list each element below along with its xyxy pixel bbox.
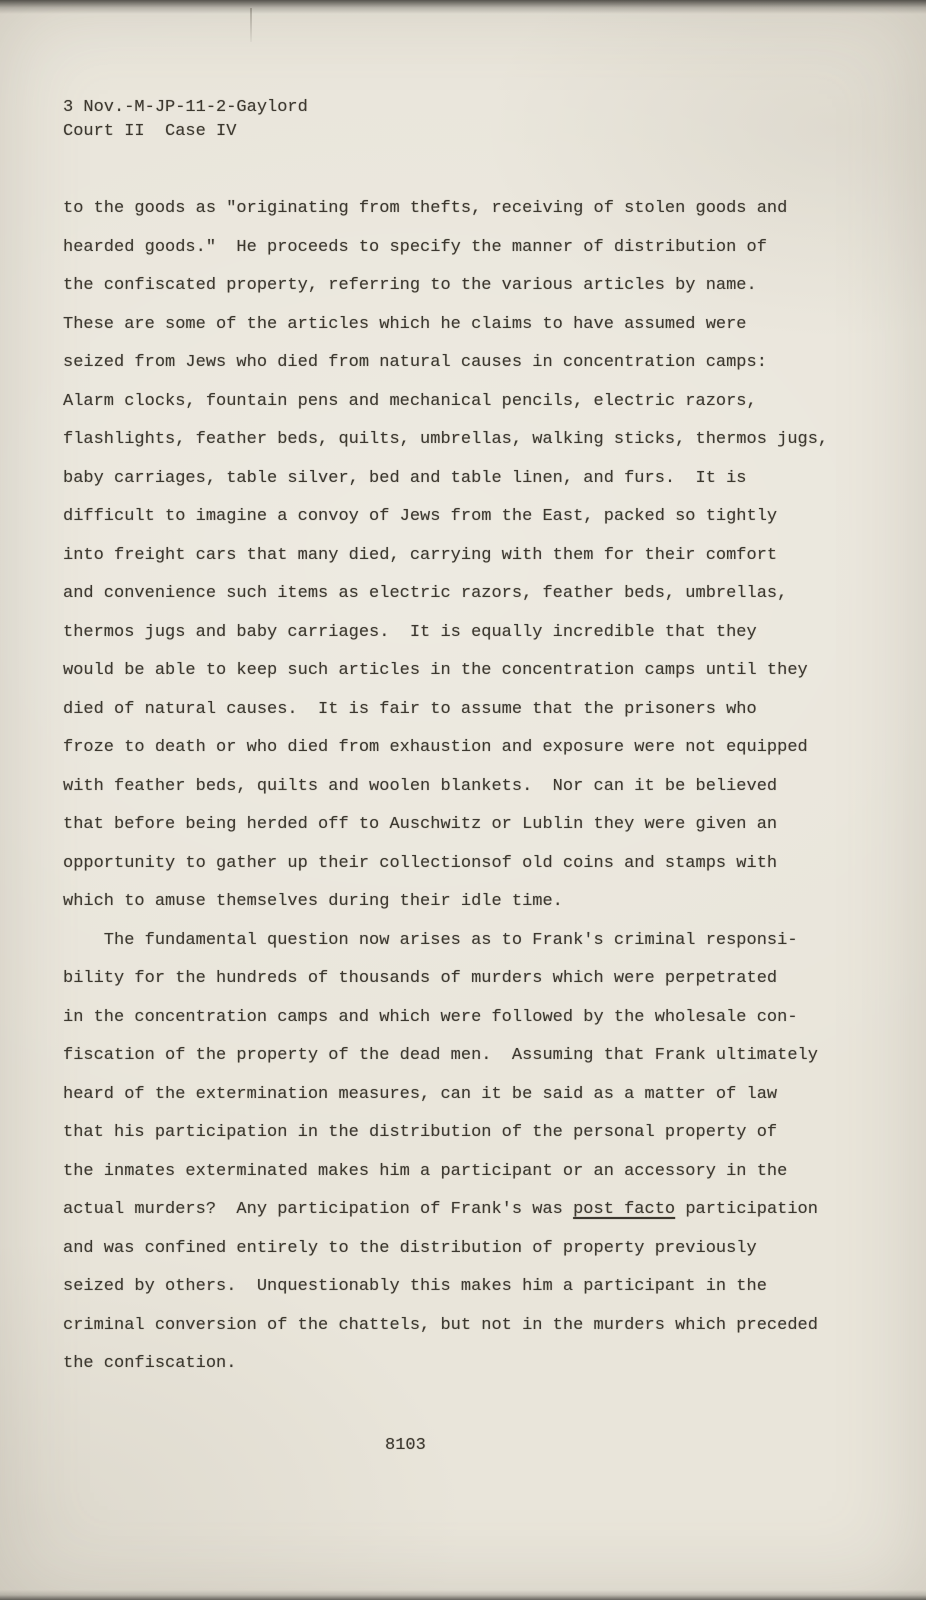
text-line: that before being herded off to Auschwitz or Lublin they were given an	[63, 815, 778, 834]
text-line: thermos jugs and baby carriages. It is equally incredible that they	[63, 622, 757, 642]
text-line: opportunity to gather up their collectionsof old coins and stamps with	[63, 853, 778, 873]
text-line: seized from Jews who died from natural causes in concentration camps:	[63, 353, 767, 372]
text-line: the inmates exterminated makes him a participant or an accessory in the	[63, 1161, 788, 1181]
text-line: to the goods as "originating from thefts, receiving of stolen goods and	[63, 199, 788, 218]
text-line: died of natural causes. It is fair to assume that the prisoners who	[63, 699, 757, 719]
text-line: and convenience such items as electric razors, feather beds, umbrellas,	[63, 584, 788, 603]
header-line-1: 3 Nov.-M-JP-11-2-Gaylord	[63, 98, 308, 117]
text-line: fiscation of the property of the dead men. Assuming that Frank ultimately	[63, 1046, 818, 1065]
text-line: which to amuse themselves during their idle time.	[63, 892, 563, 911]
text-line: that his participation in the distribution of the personal property of	[63, 1123, 778, 1142]
text-line: froze to death or who died from exhaustion and exposure were not equipped	[63, 738, 808, 757]
text-segment: participation	[675, 1200, 818, 1219]
header-line-2: Court II Case IV	[63, 122, 237, 141]
text-line: the confiscated property, referring to the various articles by name.	[63, 276, 757, 295]
text-line: seized by others. Unquestionably this makes him a participant in the	[63, 1277, 767, 1296]
text-line: bility for the hundreds of thousands of murders which were perpetrated	[63, 969, 778, 988]
text-line: criminal conversion of the chattels, but not in the murders which preceded	[63, 1315, 818, 1335]
text-line: Alarm clocks, fountain pens and mechanical pencils, electric razors,	[63, 391, 757, 411]
text-line: hearded goods." He proceeds to specify the manner of distribution of	[63, 237, 767, 257]
text-line: flashlights, feather beds, quilts, umbrellas, walking sticks, thermos jugs,	[63, 430, 829, 449]
scan-artifact-mark	[250, 8, 252, 42]
text-line: baby carriages, table silver, bed and table linen, and furs. It is	[63, 468, 747, 488]
text-line: and was confined entirely to the distribution of property previously	[63, 1238, 757, 1258]
text-line: difficult to imagine a convoy of Jews from the East, packed so tightly	[63, 507, 778, 526]
document-lines	[63, 190, 873, 1384]
text-line: would be able to keep such articles in the concentration camps until they	[63, 661, 808, 680]
text-segment: actual murders? Any participation of Frank's was	[63, 1200, 574, 1219]
text-line	[63, 1191, 873, 1230]
text-line: the confiscation.	[63, 1354, 237, 1373]
text-line: The fundamental question now arises as to Frank's criminal responsi-	[63, 930, 798, 950]
text-line: heard of the extermination measures, can it be said as a matter of law	[63, 1084, 778, 1104]
document-header	[63, 96, 308, 144]
text-line: into freight cars that many died, carrying with them for their comfort	[63, 545, 778, 565]
page-number: 8103	[385, 1436, 426, 1455]
document-body	[63, 190, 873, 1384]
text-line: These are some of the articles which he claims to have assumed were	[63, 314, 747, 334]
text-line: with feather beds, quilts and woolen blankets. Nor can it be believed	[63, 776, 778, 796]
text-line: in the concentration camps and which were followed by the wholesale con-	[63, 1007, 798, 1027]
underlined-text: post facto	[573, 1200, 676, 1219]
